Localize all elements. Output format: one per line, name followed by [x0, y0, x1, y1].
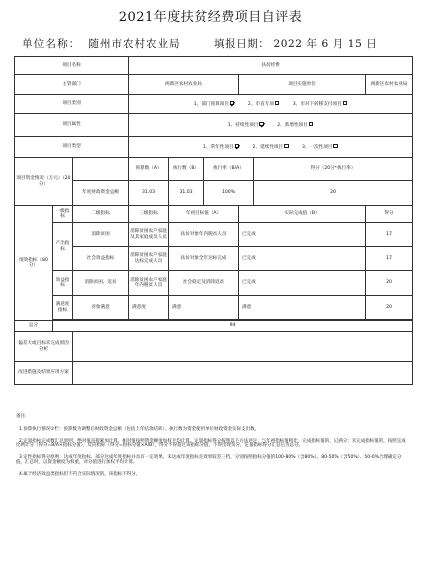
score-header: 得分	[366, 206, 413, 223]
dept-label: 主管部门	[15, 75, 129, 95]
evaluation-table	[14, 56, 413, 385]
budget-col-header: 预算数（A）	[129, 158, 169, 181]
funds-score-value: 20	[254, 181, 413, 206]
note-item: 4.属于经济效益类指标但不符合实际情况的，该指标不得分。	[19, 471, 141, 477]
row3-target: 社会稳定及消除返贫	[169, 271, 239, 296]
level1-header: 一级指标	[53, 206, 73, 223]
table-row	[15, 223, 413, 247]
row3-score: 20	[366, 271, 413, 296]
rate-col-header: 执行率（B/A）	[204, 158, 254, 181]
page-title: 2021年度扶贫经费项目自评表	[118, 10, 303, 25]
row-project-name	[15, 57, 413, 75]
impl-unit-label: 项目实施单位	[239, 75, 366, 95]
attr-label: 项目属性	[15, 114, 129, 137]
type-opt-3: 3、一次性项目	[301, 144, 333, 150]
table-row	[15, 296, 413, 320]
attr-options	[129, 114, 413, 137]
row4-level2: 对象满意	[73, 296, 129, 320]
unit-label: 单位名称：	[22, 38, 81, 50]
output-indicator-label: 产出指标	[53, 223, 73, 271]
improve-label: 改进措施及结果应用方案	[15, 362, 73, 385]
row4-level3: 满意度	[129, 296, 169, 320]
category-options	[129, 95, 413, 114]
row-reason	[15, 332, 413, 362]
category-opt-2: 2、市直专项	[247, 101, 274, 107]
annual-funds-label: 年度财政资金总额	[73, 181, 129, 206]
category-label: 项目类别	[15, 95, 129, 114]
note-item: 1.预算执行情况①栏：预算数为调整后财政资金总额（包括上年结余结转），执行数为资金使用单位财政资金实际支出数。	[19, 426, 260, 432]
row-funds-values	[15, 181, 413, 206]
date-value: 2022 年 6 月 15 日	[273, 38, 378, 50]
row-total	[15, 321, 413, 332]
row3-actual: 已完成	[239, 271, 366, 296]
row4-score: 20	[366, 296, 413, 320]
note-item: 2.定量指标完成数汇总原则：绝对值直接累加计算，相对值按照资金额度加权平均计算。定量指标得分按照以下方法评定：与年初指标值相比，完成指标值的，记满分；未完成指标值的，按照完成比例计分（得分=B/A×指标分值），反向指标（得分=指标分值×A/B），得分不得超过该指标分值，不得出现负分，定量指标得分汇总后为总分。	[16, 438, 406, 449]
row-category	[15, 95, 413, 114]
row4-actual: 满意	[239, 296, 366, 320]
checkbox-icon[interactable]	[275, 101, 280, 106]
checkbox-checked-icon[interactable]	[259, 122, 264, 127]
date-row	[214, 36, 377, 51]
checkbox-checked-icon[interactable]	[230, 101, 235, 106]
exec-col-header: 执行数（B）	[169, 158, 204, 181]
row1-target: 扶贫对象年内脱贫人员	[169, 223, 239, 247]
exec-value: 31.03	[169, 181, 204, 206]
type-options	[129, 137, 413, 158]
perf-label: 绩效指标（80分）	[15, 206, 53, 321]
total-value: 94	[53, 321, 413, 332]
attr-opt-1: 1、持续性项目	[227, 122, 259, 128]
checkbox-icon[interactable]	[309, 122, 314, 127]
funds-blank	[73, 158, 129, 181]
budget-value: 31.03	[129, 181, 169, 206]
score-col-header: 得分（20分*执行率）	[254, 158, 413, 181]
row2-level2: 社会效益指标	[73, 247, 129, 271]
attr-opt-2: 2、新增性项目	[277, 122, 308, 128]
level3-header: 三级指标	[129, 206, 169, 223]
type-opt-2: 2、延续性项目	[252, 144, 284, 150]
row2-score: 17	[366, 247, 413, 271]
checkbox-icon[interactable]	[284, 144, 289, 149]
row1-level2: 消除贫困	[73, 223, 129, 247]
satisfaction-indicator-label: 满意度指标	[53, 296, 73, 320]
unit-value: 随州市农村农业局	[88, 38, 181, 50]
date-label: 填报日期：	[214, 38, 270, 50]
type-label: 项目类型	[15, 137, 129, 158]
reason-value	[73, 332, 413, 362]
row2-actual: 已完成	[239, 247, 366, 271]
total-label: 总分	[15, 321, 53, 332]
row-attr	[15, 114, 413, 137]
table-row	[15, 271, 413, 296]
category-opt-3: 3、市对下转移支付项目	[292, 101, 342, 107]
target-header: 年初目标值（A）	[169, 206, 239, 223]
row-type	[15, 137, 413, 158]
checkbox-checked-icon[interactable]	[235, 144, 240, 149]
row-dept	[15, 75, 413, 95]
notes-section	[16, 415, 408, 485]
level2-header: 二级指标	[73, 206, 129, 223]
checkbox-icon[interactable]	[343, 101, 348, 106]
row1-level3: 消除贫困农户家庭及其家庭成员人员	[129, 223, 169, 247]
project-name-label: 项目名称	[15, 57, 129, 75]
improve-value	[73, 362, 413, 385]
row-perf-header	[15, 206, 413, 223]
project-name-value: 扶贫经费	[129, 57, 413, 75]
impl-unit-value: 两新区农村农业局	[366, 75, 413, 95]
funds-label: 项目资金情况（万元）（20分）	[15, 158, 73, 206]
row3-level2: 消除贫困、返贫	[73, 271, 129, 296]
rate-value: 100%	[204, 181, 254, 206]
dept-value: 两新区农村农业局	[129, 75, 239, 95]
notes-heading: 备注:	[16, 414, 27, 419]
row1-score: 17	[366, 223, 413, 247]
row1-actual: 已完成	[239, 223, 366, 247]
row-funds-header	[15, 158, 413, 181]
category-opt-1: 1、部门预算项目	[193, 101, 229, 107]
actual-header: 实际完成值（B）	[239, 206, 366, 223]
row3-level3: 消除贫困农户家庭年内脱贫人员	[129, 271, 169, 296]
row4-target: 满意	[169, 296, 239, 320]
type-opt-1: 1、常年性项目	[203, 144, 234, 150]
unit-row	[22, 36, 181, 51]
effect-indicator-label: 效益指标	[53, 271, 73, 296]
table-row	[15, 247, 413, 271]
row-improve	[15, 362, 413, 385]
row2-target: 扶贫对象全年达标完成	[169, 247, 239, 271]
note-item: 3.定性指标得分原则：达成年度指标、部分达成年度指标并具有一定效果、未达成年度指标且效果较差三档，分别按照指标分值的100-80%（含80%）、80-50%（含50%）、50-0%合理确定分值。汇总时，以資金额度为权重，对分值进行加权平均计算。	[16, 455, 402, 465]
reason-label: 偏差大或目标未完成原因分析	[15, 332, 73, 362]
row2-level3: 消除贫困农户家庭达标完成人员	[129, 247, 169, 271]
checkbox-icon[interactable]	[333, 144, 338, 149]
